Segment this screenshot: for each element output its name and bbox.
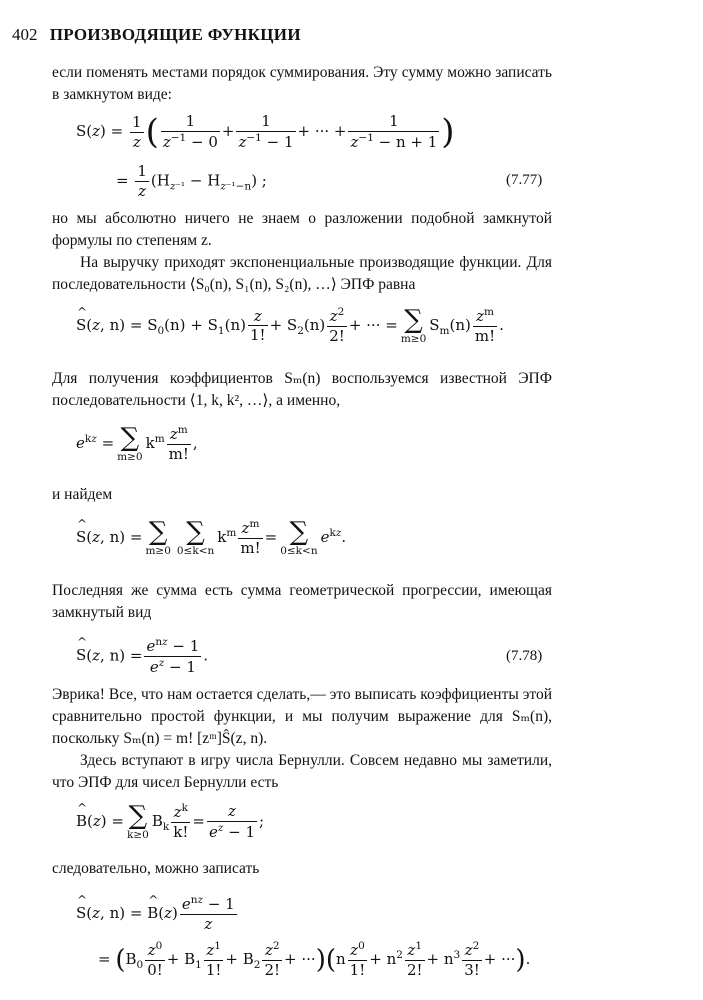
equation-final-line2: = ($B_0$ $\frac{z^0}{0!}$ + $B_1$ $\frac{z^1}{1!}$ + $B_2$ $\frac{z^2}{2!}$ + ···)(n $\frac{z^0}{1!}$ + $n^2$ $\frac{z^1}{2!}$ + $n^3$ $\frac{z^2}{3!}$ + ···).: [98, 940, 531, 979]
equation-egf-s: ^ S(z, $n) = S_0(n) + S_1(n)$ $\frac{z}{1!}$ + $S_2(n)$ $\frac{z^2}{2!}$ + ··· = ∑ m≥0 $S_m(n)$ $\frac{z^m}{m!}$ .: [76, 306, 504, 346]
equation-7-77-line1: S(z) = $\frac{1}{z}$ ( $\frac{1}{z^{-1} - 0}$ + $\frac{1}{z^{-1} - 1}$ + ··· + $\frac{1}{z^{-1} - n + 1}$ ): [76, 112, 455, 152]
paragraph-7: Эврика! Все, что нам остается сделать,— это выписать коэффициенты этой сравнительно простой функции, и мы получим выражение для Sₘ(n), поскольку Sₘ(n) = m! [zᵐ]Ŝ(z, n).: [52, 686, 552, 747]
paragraph-3: На выручку приходят экспоненциальные производящие функции. Для последовательности ⟨S₀(n), S₁(n), S₂(n), …⟩ ЭПФ равна: [52, 254, 552, 293]
page-number: 402: [12, 25, 38, 44]
equation-final-line1: ^ S(z, n) = ^ B(z) $\frac{e^{nz} - 1}{z}$: [76, 894, 239, 934]
paragraph-5: и найдем: [52, 486, 113, 503]
paragraph-8: Здесь вступают в игру числа Бернулли. Совсем недавно мы заметили, что ЭПФ для чисел Бернулли есть: [52, 752, 552, 791]
equation-7-78: ^ S(z, n) = $\frac{e^{nz} - 1}{e^z - 1}$ .: [76, 636, 208, 677]
equation-number-7-78: (7.78): [506, 648, 543, 664]
paragraph-2: но мы абсолютно ничего не знаем о разложении подобной замкнутой формулы по степеням z.: [52, 210, 552, 249]
equation-number-7-77: (7.77): [506, 172, 543, 188]
equation-bernoulli-egf: ^ B(z) = ∑ k≥0 $B_k$ $\frac{z^k}{k!}$ = $\frac{z}{e^z - 1}$ ;: [76, 802, 264, 842]
equation-double-sum: ^ S(z, n) = ∑ m≥0 ∑ 0≤k<n $k^m$ $\frac{z^m}{m!}$ = ∑ 0≤k<n $e^{kz}$.: [76, 518, 346, 558]
equation-ekz: $e^{kz}$ = ∑ m≥0 $k^m$ $\frac{z^m}{m!}$ ,: [76, 422, 198, 463]
paragraph-4: Для получения коэффициентов Sₘ(n) воспользуемся известной ЭПФ последовательности ⟨1, k, k², …⟩, а именно,: [52, 370, 552, 409]
equation-7-77-line2: = $\frac{1}{z}$ $(H_{z^{-1}} - H_{z^{-1}-n})$ ;: [116, 162, 267, 200]
page-header: [12, 25, 301, 45]
paragraph-6: Последняя же сумма есть сумма геометрической прогрессии, имеющая замкнутый вид: [52, 582, 552, 621]
paragraph-9: следовательно, можно записать: [52, 860, 260, 877]
paragraph-1: если поменять местами порядок суммирования. Эту сумму можно записать в замкнутом виде:: [52, 64, 552, 103]
chapter-title: ПРОИЗВОДЯЩИЕ ФУНКЦИИ: [49, 25, 301, 44]
